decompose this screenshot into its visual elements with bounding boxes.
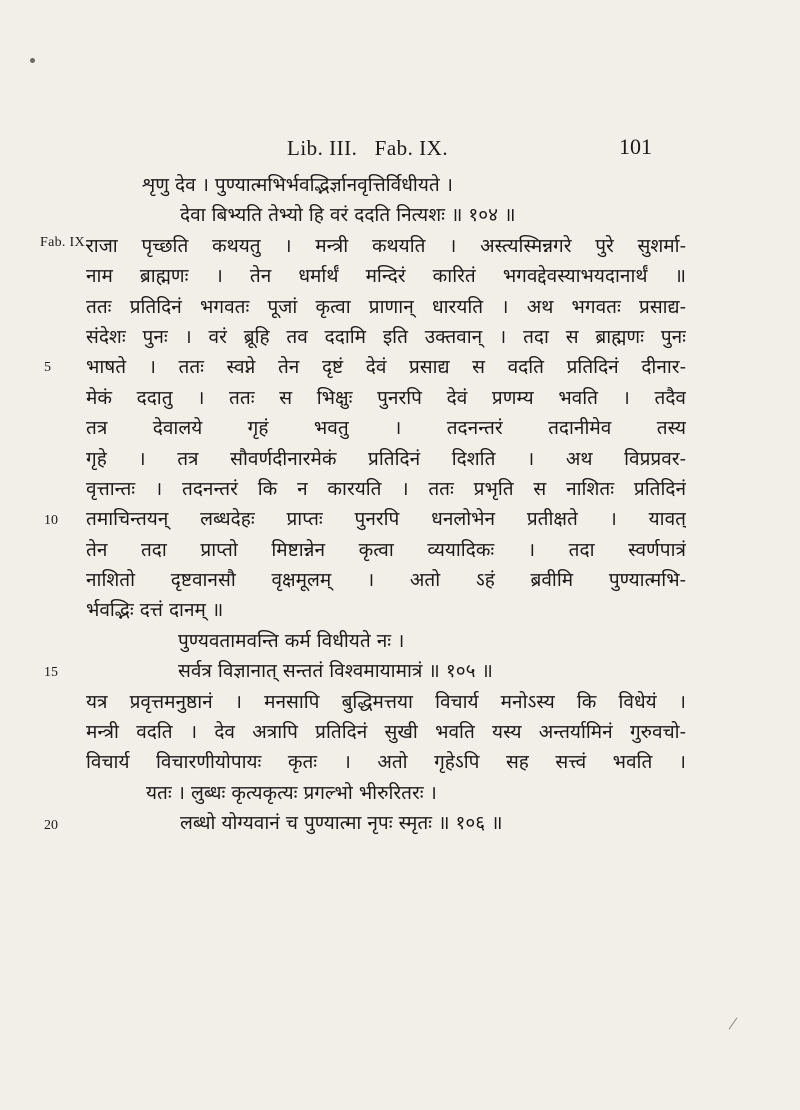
text-line [86,656,686,686]
running-head-fable: Fab. IX. [374,136,449,160]
text-line [86,413,686,443]
text-line [86,444,686,474]
line-text: र्भवद्भिः दत्तं दानम् ॥ [86,599,224,622]
line-text: शृणु देव । पुण्यात्मभिर्भवद्भिर्ज्ञानवृत्तिर्विधीयते । [142,174,453,196]
line-text: सर्वत्र विज्ञानात् सन्ततं विश्वमायामात्रं ॥ १०५ ॥ [178,660,493,683]
text-line [86,352,686,382]
text-line [86,504,686,534]
line-number-10: 10 [44,513,58,528]
text-line [86,322,686,352]
line-text: भाषते । ततः स्वप्ने तेन दृष्टं देवं प्रसाद्य स वदति प्रतिदिनं दीनार- [86,356,686,379]
page-number: 101 [619,134,652,159]
line-text: विचार्य विचारणीयोपायः कृतः । अतो गृहेऽपि सह सत्त्वं भवति । [86,751,686,774]
line-text: लब्धो योग्यवानं च पुण्यात्मा नृपः स्मृतः ॥ १०६ ॥ [180,812,503,835]
text-line [86,747,686,777]
line-text: ततः प्रतिदिनं भगवतः पूजां कृत्वा प्राणान् धारयति । अथ भगवतः प्रसाद्य- [86,295,686,318]
text-line [86,292,686,322]
running-head [287,136,448,161]
line-text: वृत्तान्तः । तदनन्तरं कि न कारयति । ततः प्रभृति स नाशितः प्रतिदिनं [86,477,686,500]
text-line [86,383,686,413]
line-text: मन्त्री वदति । देव अत्रापि प्रतिदिनं सुखी भवति यस्य अन्तर्यामिनं गुरुवचो- [86,721,686,744]
text-line [86,565,686,595]
line-text: राजा पृच्छति कथयतु । मन्त्री कथयति । अस्त्यस्मिन्नगरे पुरे सुशर्मा- [86,234,686,257]
speck-mark [30,58,35,63]
line-number-15: 15 [44,665,58,680]
line-text: देवा बिभ्यति तेभ्यो हि वरं ददति नित्यशः ॥ १०४ ॥ [180,204,516,227]
line-text: तेन तदा प्राप्तो मिष्टान्नेन कृत्वा व्ययादिकः । तदा स्वर्णपात्रं [86,538,686,561]
pencil-mark [729,1017,738,1029]
line-text: यतः । लुब्धः कृत्यकृत्यः प्रगल्भो भीरुरितरः । [146,781,437,804]
side-label: Fab. IX. [40,235,89,250]
line-text: संदेशः पुनः । वरं ब्रूहि तव ददामि इति उक्तवान् । तदा स ब्राह्मणः पुनः [86,325,686,348]
line-number-20: 20 [44,818,58,833]
text-line [86,687,686,717]
body-text [86,170,686,839]
line-text: नाशितो दृष्टवानसौ वृक्षमूलम् । अतो ऽहं ब्रवीमि पुण्यात्मभि- [86,569,686,592]
line-number-5: 5 [44,360,51,375]
text-line [86,170,686,200]
text-line [86,808,686,838]
text-line [86,261,686,291]
text-line [86,626,686,656]
text-line [86,535,686,565]
text-line [86,717,686,747]
line-text: गृहे । तत्र सौवर्णदीनारमेकं प्रतिदिनं दिशति । अथ विप्रप्रवर- [86,447,686,470]
line-text: पुण्यवतामवन्ति कर्म विधीयते नः । [178,629,405,652]
line-text: मेकं ददातु । ततः स भिक्षुः पुनरपि देवं प्रणम्य भवति । तदैव [86,386,686,409]
line-text: नाम ब्राह्मणः । तेन धर्मार्थं मन्दिरं कारितं भगवद्देवस्याभयदानार्थं ॥ [86,265,686,288]
text-line [86,231,686,261]
text-line [86,778,686,808]
line-text: तमाचिन्तयन् लब्धदेहः प्राप्तः पुनरपि धनलोभेन प्रतीक्षते । यावत् [86,508,686,531]
line-text: यत्र प्रवृत्तमनुष्ठानं । मनसापि बुद्धिमत्तया विचार्य मनोऽस्य कि विधेयं । [86,690,686,713]
text-line [86,474,686,504]
text-line [86,595,686,625]
text-line [86,200,686,230]
running-head-book: Lib. III. [287,136,358,160]
line-text: तत्र देवालये गृहं भवतु । तदनन्तरं तदानीमेव तस्य [86,417,686,440]
